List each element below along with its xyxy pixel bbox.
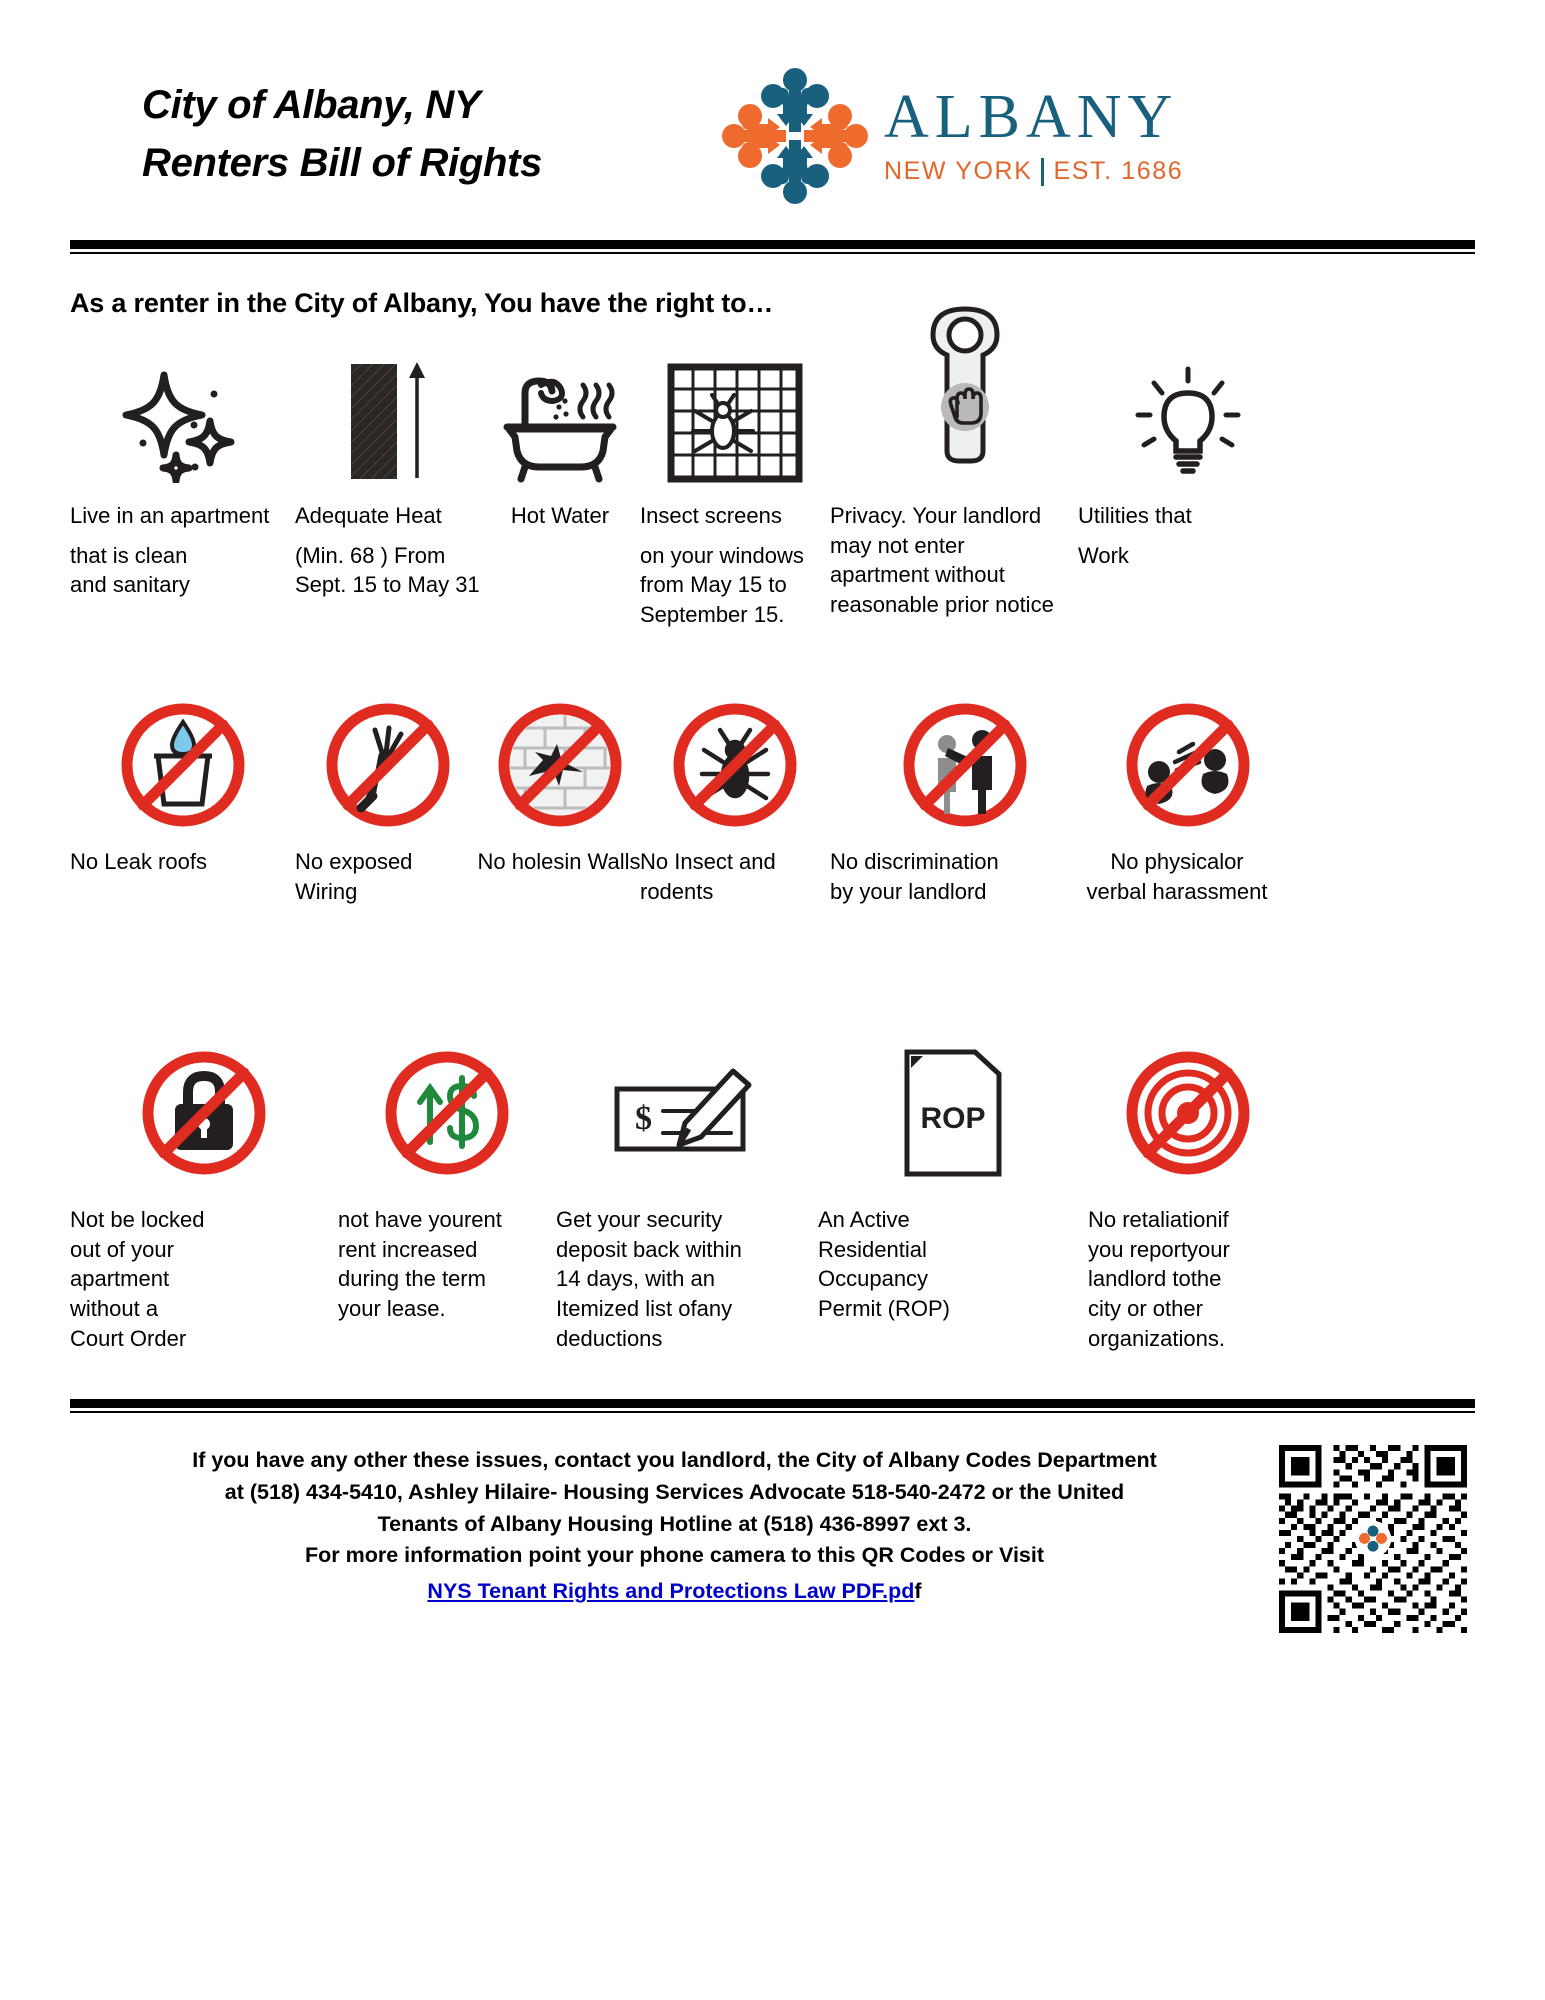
right-item-caption: [830, 501, 1080, 649]
rights-row-3: [70, 1043, 1475, 1351]
right-item-caption: [556, 1205, 818, 1353]
insect-window-screen-icon: [640, 333, 830, 483]
no-rent-increase-icon: [338, 1043, 556, 1183]
no-holes-in-walls-icon: [480, 695, 640, 835]
right-item-caption: [480, 501, 640, 531]
caption-line: Occupancy: [818, 1266, 929, 1292]
right-item-caption: [70, 847, 295, 877]
footer-line-1: If you have any other these issues, contact you landlord, the City of Albany Codes Department: [192, 1448, 1157, 1472]
caption-line: reasonable prior notice: [830, 592, 1054, 618]
rop-document-icon: [818, 1043, 1088, 1183]
footer-line-4: For more information point your phone camera to this QR Codes or Visit: [304, 1543, 1045, 1568]
right-item-no-retaliation: [1088, 1043, 1288, 1351]
caption-line: Privacy. Your landlord: [830, 503, 1042, 528]
caption-line: without a: [70, 1296, 159, 1322]
page-title-line2: Renters Bill of Rights: [142, 141, 543, 185]
bathtub-hot-water-icon: [480, 333, 640, 483]
caption-line: Hot Water: [510, 503, 610, 528]
rop-label: ROP: [920, 1101, 986, 1135]
logo-wordmark: ALBANY: [884, 83, 1179, 151]
svg-text:$: $: [635, 1100, 652, 1137]
caption-line: Adequate Heat: [295, 503, 442, 528]
caption-line: Court Order: [70, 1325, 187, 1351]
link-tail: f: [914, 1579, 922, 1604]
right-item-no-leak-roofs: [70, 695, 295, 955]
caption-line: Insect screens: [640, 503, 782, 528]
sparkles-clean-icon: [70, 333, 295, 483]
right-item-utilities: [1078, 333, 1275, 673]
caption-line: landlord tothe: [1088, 1266, 1222, 1292]
caption-line: Utilities that: [1078, 503, 1192, 528]
tenant-rights-pdf-link[interactable]: [427, 1579, 914, 1603]
lightbulb-utilities-icon: [1100, 333, 1275, 483]
rights-row-2: [70, 695, 1475, 955]
right-item-no-holes-walls: [477, 695, 641, 955]
footer-line-2: at (518) 434-5410, Ashley Hilaire- Housing Services Advocate 518-540-2472 or the United: [224, 1479, 1125, 1504]
caption-line: No physicalor: [1110, 849, 1244, 874]
caption-line: and sanitary: [70, 572, 190, 598]
caption-line: rodents: [640, 878, 714, 904]
caption-line: (Min. 68 ) From: [295, 542, 446, 568]
caption-line: No Insect and: [640, 849, 776, 874]
caption-line: city or other: [1088, 1296, 1203, 1322]
albany-tulip-cross-icon: [720, 66, 870, 206]
right-item-hot-water: [480, 333, 640, 673]
page-title-line1: City of Albany, NY: [142, 83, 481, 127]
caption-line: Live in an apartment: [70, 503, 270, 528]
caption-line: verbal harassment: [1086, 878, 1268, 904]
rights-row-1: [70, 333, 1475, 673]
caption-line: organizations.: [1088, 1325, 1225, 1351]
right-item-caption: [1078, 501, 1268, 570]
no-insects-rodents-icon: [640, 695, 830, 835]
caption-line: No retaliationif: [1088, 1207, 1229, 1232]
lead-statement: As a renter in the City of Albany, You have the right to…: [70, 288, 774, 318]
caption-line: that is clean: [70, 542, 188, 568]
right-item-caption: [818, 1205, 1018, 1353]
right-item-no-exposed-wiring: [295, 695, 480, 955]
caption-line: Itemized list ofany: [556, 1296, 733, 1322]
caption-line: Permit (ROP): [818, 1296, 950, 1322]
right-item-adequate-heat: [295, 333, 480, 673]
right-item-caption: [640, 501, 830, 630]
right-item-insect-screens: [640, 333, 830, 673]
caption-line: from May 15 to: [640, 572, 787, 598]
logo-tagline-divider: [1041, 158, 1044, 186]
right-item-privacy: [830, 333, 1100, 673]
logo-tagline-left: NEW YORK: [884, 157, 1033, 185]
caption-line: you reportyour: [1088, 1236, 1230, 1262]
caption-line: not have yourent: [338, 1207, 502, 1232]
right-item-rop: [818, 1043, 1088, 1343]
caption-line: No holesin Walls: [477, 849, 641, 874]
right-item-clean-apartment: [70, 333, 295, 673]
caption-line: rent increased: [338, 1236, 478, 1262]
caption-line: An Active: [818, 1207, 910, 1232]
caption-line: No discrimination: [830, 849, 999, 874]
caption-line: out of your: [70, 1236, 174, 1262]
right-item-no-rent-increase: [338, 1043, 556, 1343]
caption-line: during the term: [338, 1266, 486, 1292]
no-discrimination-icon: [830, 695, 1100, 835]
right-item-caption: [70, 1205, 338, 1353]
right-item-no-insects-rodents: [640, 695, 830, 955]
caption-line: deductions: [556, 1325, 663, 1351]
document-header: [0, 0, 1545, 240]
caption-line: Wiring: [295, 878, 358, 904]
no-harassment-icon: [1100, 695, 1275, 835]
caption-line: Residential: [818, 1236, 927, 1262]
caption-line: may not enter: [830, 532, 965, 558]
document-footer: [0, 1413, 1545, 1644]
page-title: [70, 58, 690, 192]
footer-contact-text: [70, 1439, 1255, 1608]
qr-code-icon[interactable]: [1255, 1439, 1475, 1644]
caption-line: 14 days, with an: [556, 1266, 715, 1292]
caption-line: September 15.: [640, 602, 785, 628]
logo-tagline: [884, 157, 1183, 186]
caption-line: your lease.: [338, 1296, 446, 1322]
right-item-caption: [1062, 847, 1292, 906]
caption-line: apartment without: [830, 562, 1005, 588]
footer-line-3: Tenants of Albany Housing Hotline at (518) 436-8997 ext 3.: [377, 1511, 972, 1536]
footer-divider: [0, 1399, 1545, 1413]
right-item-no-harassment: [1086, 695, 1275, 955]
caption-line: apartment: [70, 1266, 170, 1292]
no-exposed-wiring-icon: [295, 695, 480, 835]
rights-grid: [0, 333, 1545, 1351]
caption-line: Not be locked: [70, 1207, 205, 1232]
albany-logo: [690, 58, 1475, 206]
no-leaking-roof-icon: [70, 695, 295, 835]
caption-line: by your landlord: [830, 878, 987, 904]
thermometer-heat-arrow-icon: [295, 333, 480, 483]
right-item-caption: [830, 847, 1100, 906]
right-item-caption: [640, 847, 830, 906]
link-label: NYS Tenant Rights and Protections Law PDF.pd: [427, 1579, 915, 1604]
caption-line: deposit back within: [556, 1236, 742, 1262]
no-lockout-padlock-icon: [70, 1043, 338, 1183]
header-divider: [0, 240, 1545, 254]
caption-line: Sept. 15 to May 31: [295, 572, 480, 598]
right-item-caption: [295, 501, 480, 600]
right-item-no-lockout: [70, 1043, 338, 1351]
right-item-no-discrimination: [830, 695, 1100, 955]
logo-tagline-right: EST. 1686: [1053, 157, 1184, 185]
door-hanger-privacy-icon: [830, 333, 1100, 483]
right-item-caption: [70, 501, 295, 600]
check-security-deposit-icon: [556, 1043, 818, 1183]
caption-line: Get your security: [556, 1207, 723, 1232]
caption-line: on your windows: [640, 542, 804, 568]
right-item-security-deposit: [556, 1043, 818, 1351]
caption-line: No Leak roofs: [70, 849, 207, 874]
caption-line: No exposed: [295, 849, 413, 874]
right-item-caption: [338, 1205, 556, 1324]
no-retaliation-target-icon: [1088, 1043, 1288, 1183]
caption-line: Work: [1078, 542, 1129, 568]
right-item-caption: [1088, 1205, 1274, 1383]
